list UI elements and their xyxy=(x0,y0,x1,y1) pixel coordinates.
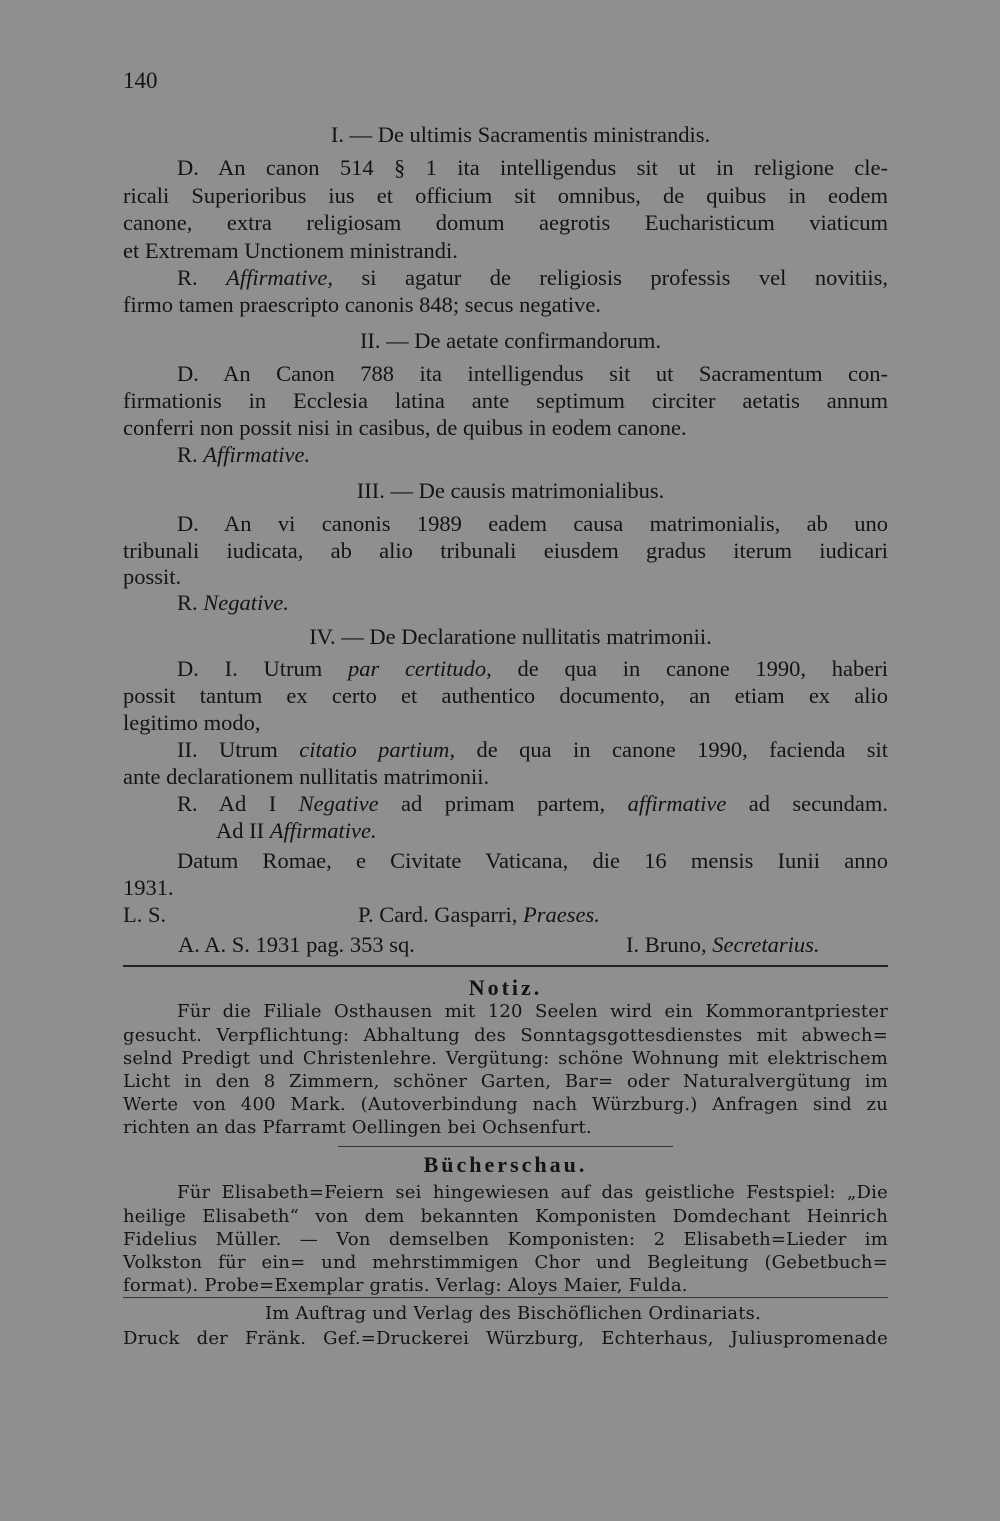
footer-rule xyxy=(123,1297,888,1298)
response-prefix: R. xyxy=(177,590,198,615)
section-3-question-line: tribunali iudicata, ab alio tribunali eiusdem gradus iterum iudicari xyxy=(123,538,888,563)
notiz-line: richten an das Pfarramt Oellingen bei Ochsenfurt. xyxy=(123,1117,592,1138)
datum-year: 1931. xyxy=(123,875,174,900)
r1-text: ad primam partem, xyxy=(401,791,606,816)
signature-line-2 xyxy=(123,934,888,957)
response-prefix: R. xyxy=(177,265,198,290)
section-4-question-1-line: legitimo modo, xyxy=(123,710,261,735)
section-4-title: IV. — De Declaratione nullitatis matrimonii. xyxy=(309,624,712,649)
section-4-response-1 xyxy=(123,793,888,816)
bruno-signature xyxy=(626,934,820,957)
divider-rule xyxy=(123,965,888,967)
section-2-question-line: D. An Canon 788 ita intelligendus sit ut Sacramentum con- xyxy=(177,361,888,386)
footer-line-2: Druck der Fränk. Gef.=Druckerei Würzburg, Echterhaus, Juliuspromenade xyxy=(123,1328,888,1349)
footer-line-1: Im Auftrag und Verlag des Bischöflichen Ordinariats. xyxy=(264,1303,762,1324)
praeses-title: Praeses. xyxy=(522,902,600,927)
q2-italic: citatio partium, xyxy=(299,737,456,762)
section-2-question-line: firmationis in Ecclesia latina ante septimum circiter aetatis annum xyxy=(123,388,888,413)
section-1-response xyxy=(123,267,888,290)
section-1-question-line: et Extremam Unctionem ministrandi. xyxy=(123,238,458,263)
notiz-line: Licht in den 8 Zimmern, schöner Garten, Bar= oder Naturalvergütung im xyxy=(123,1071,888,1092)
notiz-line: Werte von 400 Mark. (Autoverbindung nach Würzburg.) Anfragen sind zu xyxy=(123,1094,888,1115)
section-3-question-line: D. An vi canonis 1989 eadem causa matrimonialis, ab uno xyxy=(177,511,888,536)
section-1-question-line: canone, extra religiosam domum aegrotis Eucharisticum viaticum xyxy=(123,210,888,235)
buecherschau-heading: Bücherschau. xyxy=(423,1152,588,1177)
section-3-response xyxy=(123,592,888,615)
secretarius-title: Secretarius. xyxy=(712,932,820,957)
locus-sigilli: L. S. xyxy=(123,902,167,927)
section-2-title: II. — De aetate confirmandorum. xyxy=(359,328,662,353)
section-1-question-line: ricali Superioribus ius et officium sit omnibus, de quibus in eodem xyxy=(123,183,888,208)
document-page xyxy=(123,0,888,1521)
notiz-line: Für die Filiale Osthausen mit 120 Seelen wird ein Kommorantpriester xyxy=(177,1001,888,1022)
section-4-question-1-line: possit tantum ex certo et authentico documento, an etiam ex alio xyxy=(123,683,888,708)
r1-italic: Negative xyxy=(298,791,379,816)
datum-line: Datum Romae, e Civitate Vaticana, die 16 mensis Iunii anno xyxy=(177,848,888,873)
response-italic: Negative. xyxy=(203,590,289,615)
response-text: si agatur de religiosis professis vel novitiis, xyxy=(361,265,889,290)
buecherschau-line: Für Elisabeth=Feiern sei hingewiesen auf das geistliche Festspiel: „Die xyxy=(177,1182,888,1203)
signature-line-1 xyxy=(123,904,888,927)
gasparri-name: P. Card. Gasparri, xyxy=(358,902,518,927)
gasparri-signature xyxy=(358,904,600,927)
section-1-title: I. — De ultimis Sacramentis ministrandis. xyxy=(330,122,711,147)
section-1-question-line: D. An canon 514 § 1 ita intelligendus sit ut in religione cle- xyxy=(177,155,888,180)
response-prefix: R. xyxy=(177,442,198,467)
buecherschau-line: Volkston für ein= und mehrstimmigen Chor und Begleitung (Gebetbuch= xyxy=(123,1252,888,1273)
page-number: 140 xyxy=(123,68,158,93)
q1-italic: par certitudo, xyxy=(347,656,492,681)
divider-rule-short xyxy=(338,1146,673,1147)
section-3-title: III. — De causis matrimonialibus. xyxy=(356,478,665,503)
response-italic: Affirmative. xyxy=(203,442,311,467)
buecherschau-line: heilige Elisabeth“ von dem bekannten Komponisten Domdechant Heinrich xyxy=(123,1206,888,1227)
q1-prefix: D. I. Utrum xyxy=(177,656,323,681)
aas-reference: A. A. S. 1931 pag. 353 sq. xyxy=(178,932,415,957)
section-4-question-2-line: ante declarationem nullitatis matrimonii. xyxy=(123,764,490,789)
buecherschau-line: Fidelius Müller. — Von demselben Komponisten: 2 Elisabeth=Lieder im xyxy=(123,1229,888,1250)
section-3-question-line: possit. xyxy=(123,564,182,589)
r1-italic: affirmative xyxy=(627,791,727,816)
q1-text: de qua in canone 1990, haberi xyxy=(517,656,888,681)
buecherschau-line: format). Probe=Exemplar gratis. Verlag: Aloys Maier, Fulda. xyxy=(123,1275,688,1296)
bruno-name: I. Bruno, xyxy=(626,932,707,957)
r2-prefix: Ad II xyxy=(216,818,265,843)
q2-text: de qua in canone 1990, facienda sit xyxy=(476,737,889,762)
section-4-response-2 xyxy=(123,820,888,843)
r1-text: ad secundam. xyxy=(748,791,889,816)
section-4-question-1 xyxy=(123,658,888,681)
notiz-line: selnd Predigt und Christenlehre. Vergütung: schöne Wohnung mit elektrischem xyxy=(123,1048,888,1069)
q2-prefix: II. Utrum xyxy=(177,737,278,762)
r2-italic: Affirmative. xyxy=(269,818,377,843)
response-italic: Affirmative, xyxy=(226,265,333,290)
section-2-question-line: conferri non possit nisi in casibus, de quibus in eodem canone. xyxy=(123,415,687,440)
section-4-question-2 xyxy=(123,739,888,762)
section-2-response xyxy=(123,444,888,467)
notiz-heading: Notiz. xyxy=(468,975,543,1000)
section-1-response-line: firmo tamen praescripto canonis 848; secus negative. xyxy=(123,292,601,317)
notiz-line: gesucht. Verpflichtung: Abhaltung des Sonntagsgottesdienstes mit abwech= xyxy=(123,1025,888,1046)
r1-prefix: R. Ad I xyxy=(177,791,277,816)
